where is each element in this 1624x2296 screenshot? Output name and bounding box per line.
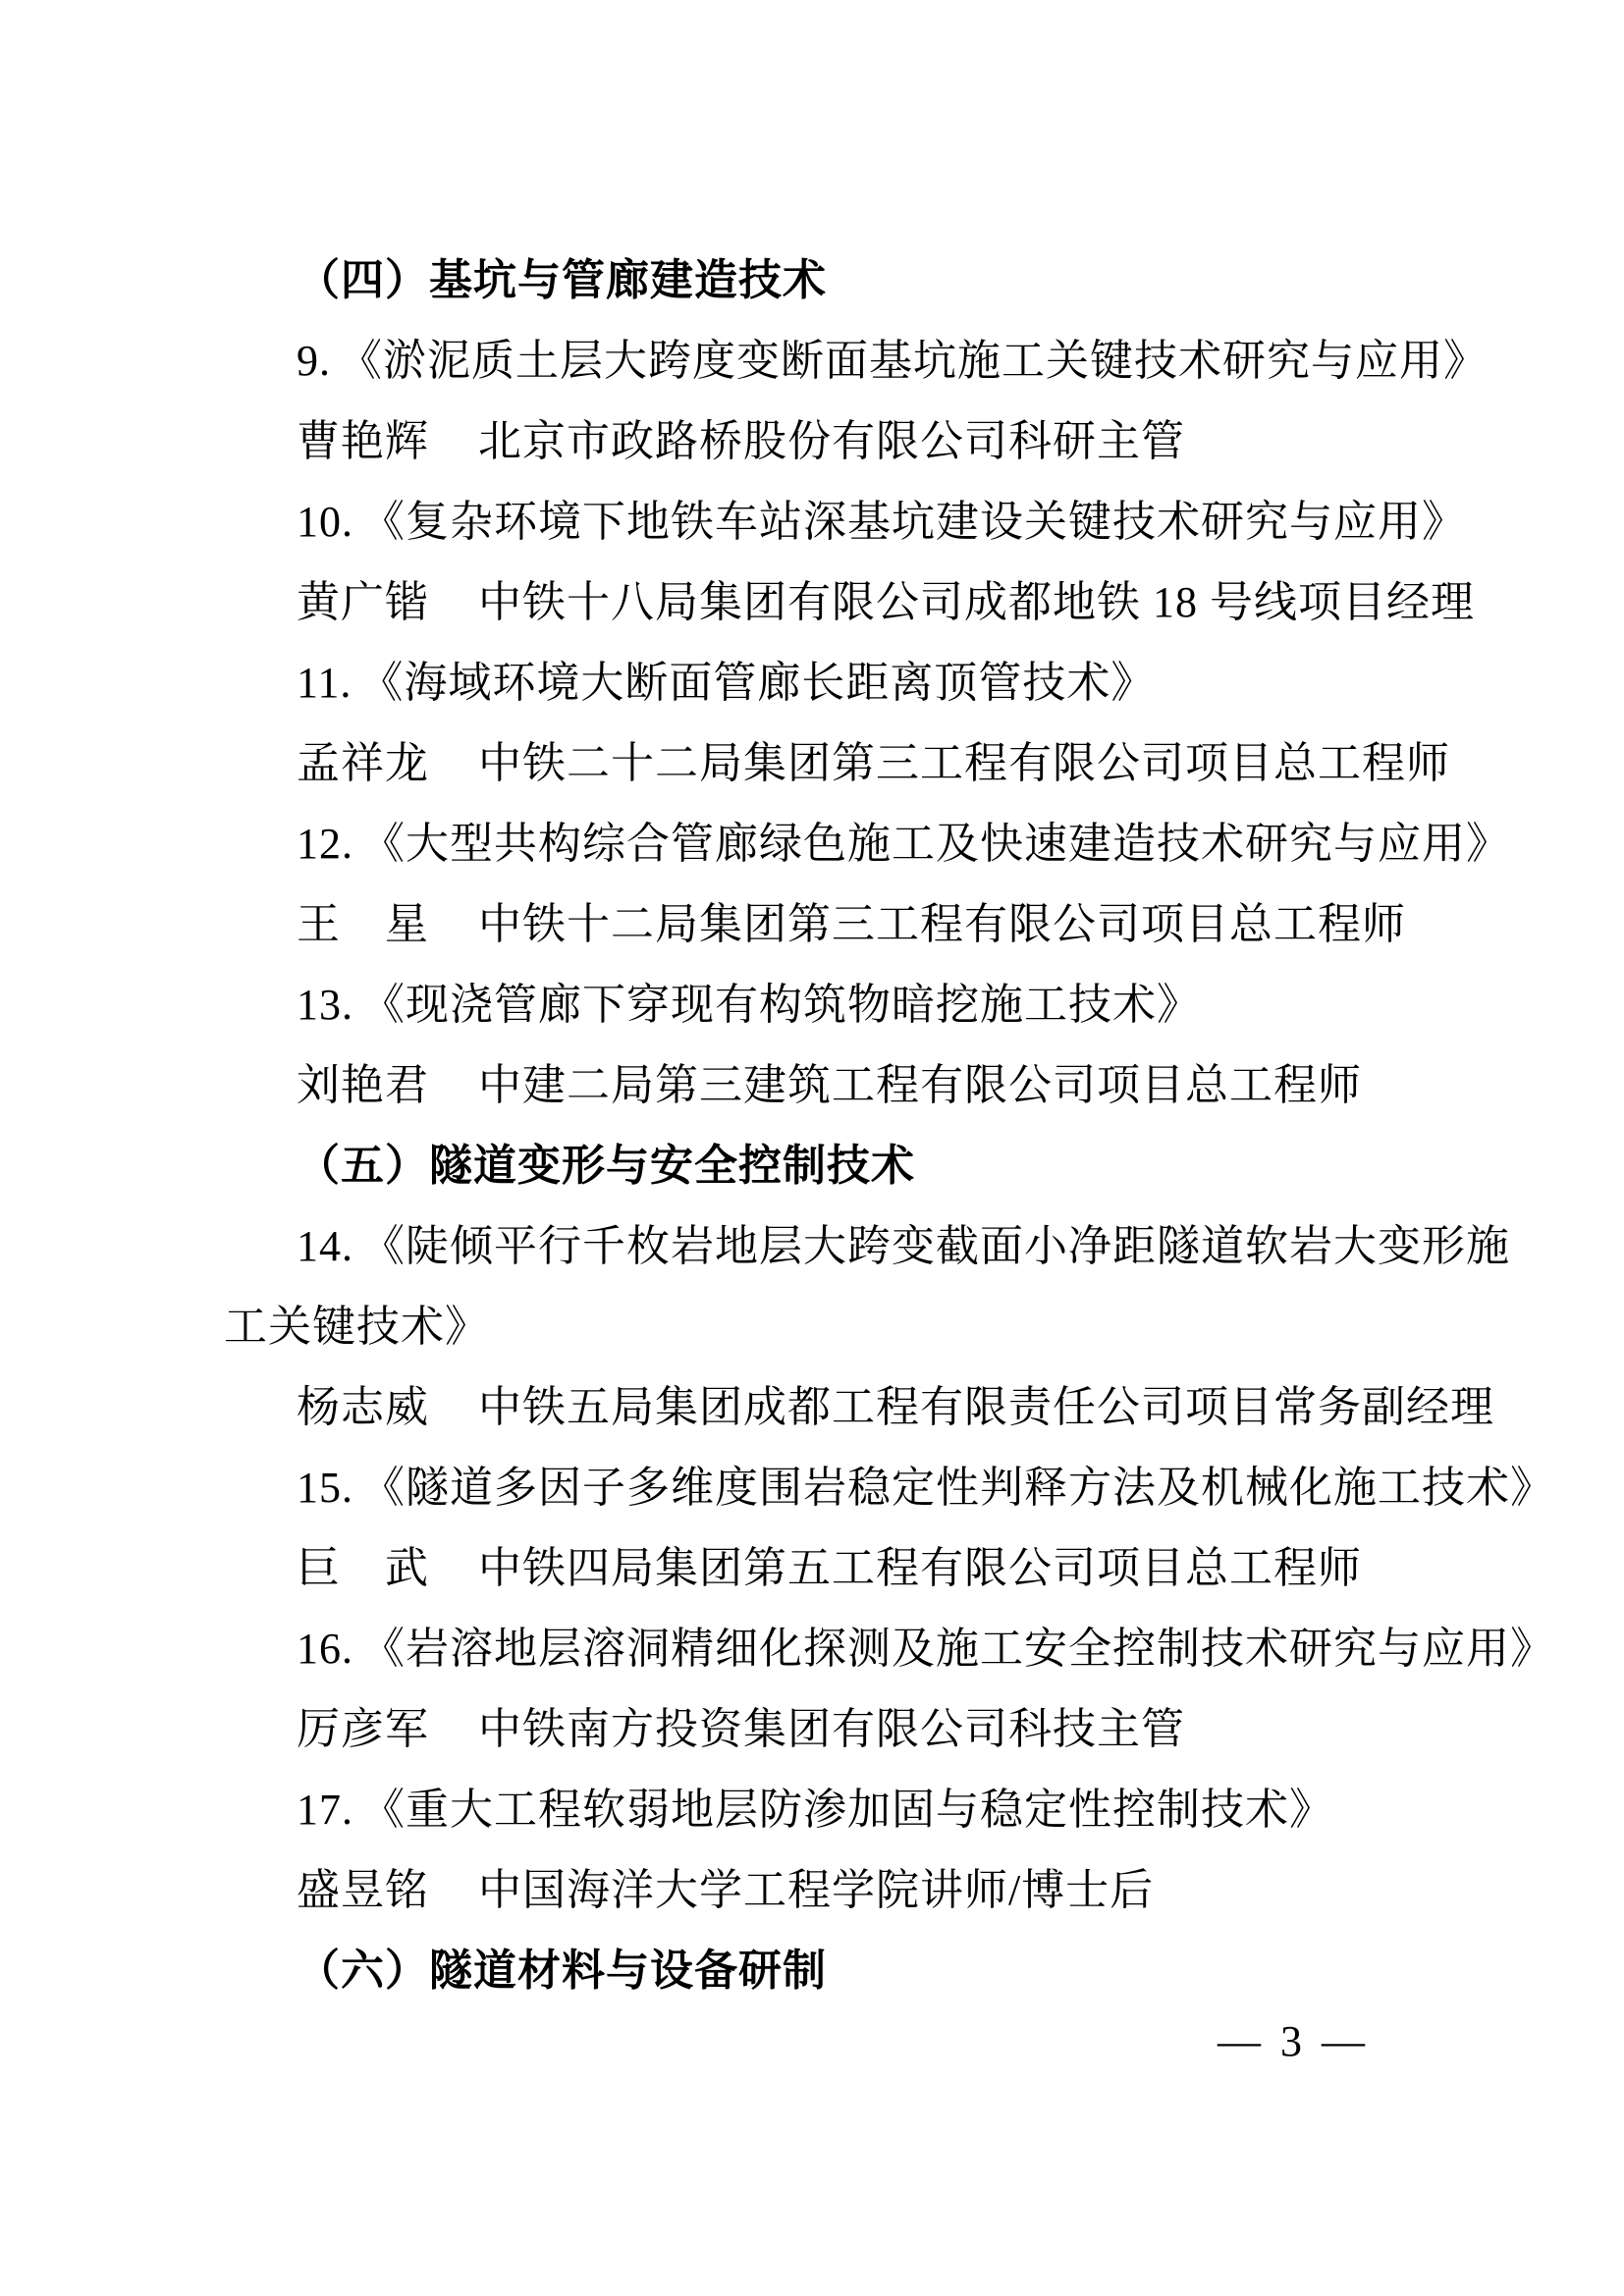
document-body [224,240,1624,2011]
section-heading-text: （六）隧道材料与设备研制 [297,1947,827,1995]
item-author-line-13 [224,1045,1624,1126]
author-affiliation: 中铁十二局集团第三工程有限公司项目总工程师 [478,900,1406,948]
item-title-16 [224,1609,1624,1689]
item-author-line-16 [224,1689,1624,1770]
item-number: 15. [297,1464,353,1512]
item-title-text: 《岩溶地层溶洞精细化探测及施工安全控制技术研究与应用》 [361,1625,1554,1673]
item-title-14-line1 [224,1206,1624,1287]
item-title-text: 《复杂环境下地铁车站深基坑建设关键技术研究与应用》 [361,498,1466,546]
author-name: 王 星 [297,900,429,948]
author-name: 曹艳辉 [297,417,429,465]
author-affiliation: 中国海洋大学工程学院讲师/博士后 [478,1866,1155,1914]
section-heading-text: （四）基坑与管廊建造技术 [297,256,827,304]
section-heading-4 [224,240,1624,321]
author-name: 杨志威 [297,1383,429,1431]
item-title-11 [224,643,1624,723]
footer-left-dash: — [1218,2017,1261,2065]
item-number: 17. [297,1786,353,1834]
author-affiliation: 中铁五局集团成都工程有限责任公司项目常务副经理 [478,1383,1494,1431]
item-title-text: 《大型共构综合管廊绿色施工及快速建造技术研究与应用》 [361,820,1510,868]
item-number: 11. [297,659,352,707]
item-author-line-11 [224,723,1624,804]
item-author-line-14 [224,1367,1624,1448]
item-author-line-9 [224,401,1624,482]
author-affiliation: 北京市政路桥股份有限公司科研主管 [478,417,1185,465]
section-heading-6 [224,1931,1624,2011]
author-name: 厉彦军 [297,1705,429,1753]
author-affiliation: 中铁十八局集团有限公司成都地铁 18 号线项目经理 [478,578,1475,626]
item-title-text: 《隧道多因子多维度围岩稳定性判释方法及机械化施工技术》 [361,1464,1554,1512]
item-title-15 [224,1448,1624,1528]
item-author-line-15 [224,1528,1624,1609]
section-heading-text: （五）隧道变形与安全控制技术 [297,1142,915,1190]
author-affiliation: 中铁四局集团第五工程有限公司项目总工程师 [478,1544,1362,1592]
author-name: 巨 武 [297,1544,429,1592]
item-title-text: 《重大工程软弱地层防渗加固与稳定性控制技术》 [361,1786,1333,1834]
author-name: 刘艳君 [297,1061,429,1109]
item-author-line-17 [224,1850,1624,1931]
item-number: 14. [297,1222,353,1270]
page-footer [1218,2002,1365,2082]
item-title-text: 《现浇管廊下穿现有构筑物暗挖施工技术》 [361,981,1201,1029]
author-name: 盛昱铭 [297,1866,429,1914]
item-title-text: 工关键技术》 [224,1303,489,1351]
item-title-text: 《陡倾平行千枚岩地层大跨变截面小净距隧道软岩大变形施 [361,1222,1510,1270]
item-number: 13. [297,981,353,1029]
item-title-10 [224,482,1624,562]
item-title-9 [224,321,1624,401]
author-affiliation: 中建二局第三建筑工程有限公司项目总工程师 [478,1061,1362,1109]
item-title-17 [224,1770,1624,1850]
author-affiliation: 中铁二十二局集团第三工程有限公司项目总工程师 [478,739,1450,787]
item-title-text: 《海域环境大断面管廊长距离顶管技术》 [359,659,1156,707]
item-number: 9. [297,337,331,385]
item-number: 12. [297,820,353,868]
item-author-line-10 [224,562,1624,643]
item-author-line-12 [224,884,1624,965]
section-heading-5 [224,1126,1624,1206]
page-number: 3 [1280,2017,1302,2065]
item-title-12 [224,804,1624,884]
author-name: 黄广锴 [297,578,429,626]
item-number: 10. [297,498,353,546]
author-affiliation: 中铁南方投资集团有限公司科技主管 [478,1705,1185,1753]
footer-right-dash: — [1322,2017,1365,2065]
item-number: 16. [297,1625,353,1673]
item-title-text: 《淤泥质土层大跨度变断面基坑施工关键技术研究与应用》 [339,337,1488,385]
item-title-14-line2 [224,1287,1624,1367]
author-name: 孟祥龙 [297,739,429,787]
item-title-13 [224,965,1624,1045]
